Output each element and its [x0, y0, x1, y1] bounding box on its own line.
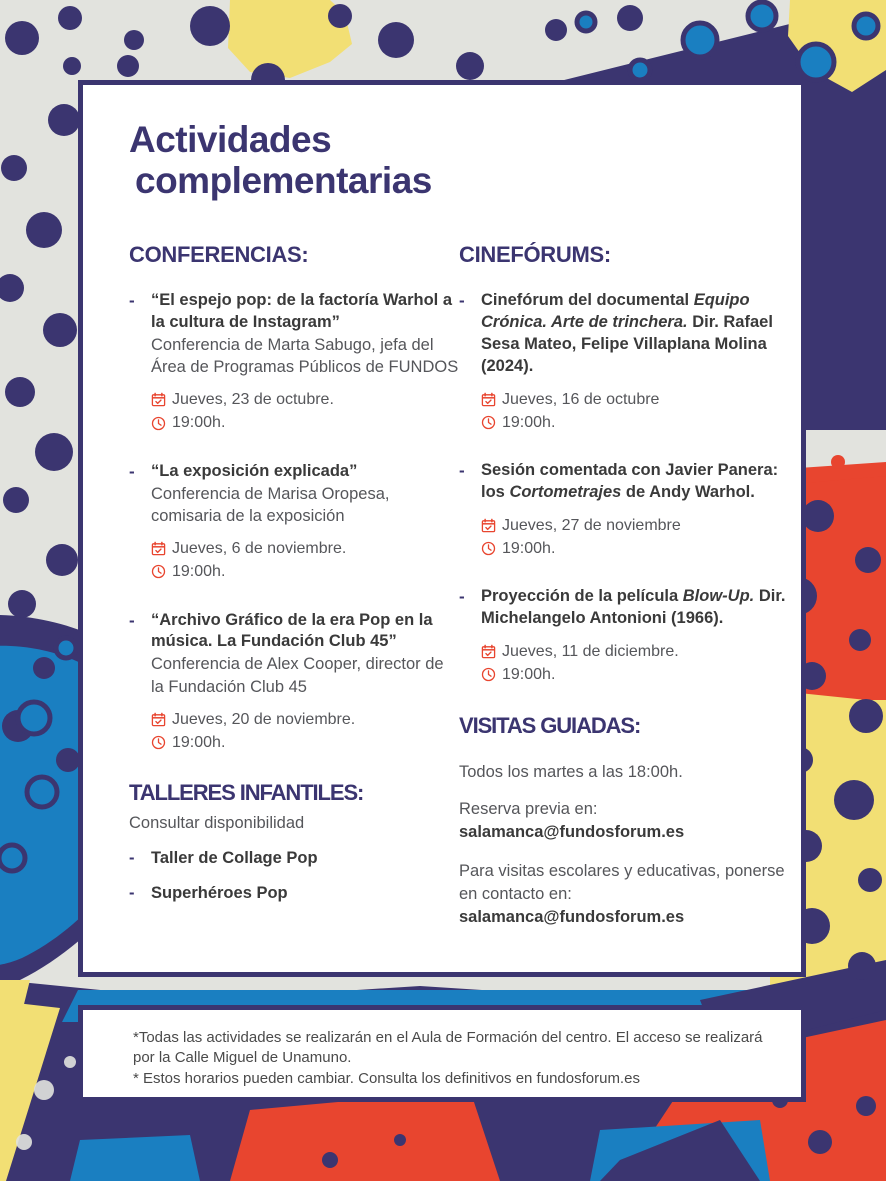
item-title-pre: Sesión comentada con Javier Panera: los [481, 461, 779, 501]
calendar-icon [481, 644, 496, 659]
calendar-icon [481, 392, 496, 407]
clock-icon [151, 564, 166, 579]
item-subtitle: Conferencia de Marta Sabugo, jefa del Área de Programas Públicos de FUNDOS [151, 335, 459, 377]
footnote-line-1: *Todas las actividades se realizarán en el Aula de Formación del centro. El acceso se realizará por la Calle Miguel de Unamuno. [133, 1029, 763, 1067]
clock-icon [151, 735, 166, 750]
time-text: 19:00h. [502, 540, 556, 558]
date-text: Jueves, 23 de octubre. [172, 391, 334, 409]
conferencias-list [129, 290, 459, 754]
calendar-icon [151, 541, 166, 556]
dash-bullet: - [459, 587, 465, 607]
item-title [481, 290, 789, 378]
dash-bullet: - [129, 610, 135, 630]
item-meta [151, 537, 459, 583]
two-column-layout [129, 241, 786, 945]
left-column [129, 242, 459, 945]
visitas-section [459, 713, 789, 930]
date-text: Jueves, 20 de noviembre. [172, 710, 356, 728]
date-text: Jueves, 11 de diciembre. [502, 643, 679, 661]
page-title-line1: Actividades [129, 119, 332, 160]
date-text: Jueves, 27 de noviembre [502, 516, 681, 534]
item-title [481, 460, 789, 504]
reserva-email[interactable]: salamanca@fundosforum.es [459, 822, 685, 841]
item-title-post: Dir. Rafael Sesa Mateo, Felipe Villaplana Molina (2024). [481, 312, 773, 375]
dash-bullet: - [459, 461, 465, 480]
date-row [151, 388, 459, 411]
time-text: 19:00h. [502, 413, 556, 431]
time-row [481, 537, 789, 560]
escolares-label: Para visitas escolares y educativas, ponerse en contacto en: [459, 861, 785, 903]
visitas-schedule: Todos los martes a las 18:00h. [459, 762, 683, 781]
list-item [129, 884, 459, 903]
clock-icon [151, 416, 166, 431]
list-item [129, 461, 459, 584]
item-title: “El espejo pop: de la factoría Warhol a la cultura de Instagram” [151, 290, 453, 331]
date-row [481, 388, 789, 411]
item-title-pre: Cinefórum del documental [481, 290, 694, 309]
item-title-emphasis: Equipo Crónica. Arte de trinchera. [481, 290, 750, 331]
item-subtitle: Conferencia de Marisa Oropesa, comisaria de la exposición [151, 484, 390, 525]
item-meta [481, 388, 789, 434]
item-meta [481, 640, 789, 686]
section-heading-talleres: TALLERES INFANTILES: [129, 780, 364, 806]
item-meta [481, 514, 789, 560]
item-title-post: Dir. Michelangelo Antonioni (1966). [481, 587, 786, 628]
list-item [459, 290, 789, 434]
item-title: “Archivo Gráfico de la era Pop en la música. La Fundación Club 45” [151, 610, 433, 651]
calendar-icon [481, 518, 496, 533]
dash-bullet: - [129, 849, 135, 868]
item-title [481, 586, 789, 630]
section-heading-visitas: VISITAS GUIADAS: [459, 712, 641, 738]
page-title [129, 119, 761, 202]
dash-bullet: - [129, 461, 135, 481]
talleres-list [129, 849, 459, 903]
list-item [129, 610, 459, 755]
main-content-card [78, 80, 806, 977]
dash-bullet: - [129, 884, 135, 903]
escolares-block [459, 860, 789, 929]
cineforums-list [459, 290, 789, 687]
taller-label: Superhéroes Pop [151, 884, 288, 903]
section-heading-conferencias: CONFERENCIAS: [129, 241, 309, 267]
clock-icon [481, 415, 496, 430]
item-title-pre: Proyección de la película [481, 587, 683, 606]
date-row [481, 640, 789, 663]
date-text: Jueves, 6 de noviembre. [172, 540, 347, 558]
date-text: Jueves, 16 de octubre [502, 390, 660, 408]
calendar-icon [151, 392, 166, 407]
date-row [151, 537, 459, 560]
clock-icon [481, 541, 496, 556]
dash-bullet: - [129, 290, 135, 310]
taller-label: Taller de Collage Pop [151, 849, 318, 868]
item-title-post: de Andy Warhol. [621, 482, 755, 501]
time-row [481, 411, 789, 434]
date-row [481, 514, 789, 537]
date-row [151, 708, 459, 731]
time-text: 19:00h. [172, 414, 226, 432]
time-row [151, 731, 459, 754]
item-meta [151, 388, 459, 434]
talleres-section [129, 780, 459, 903]
list-item [129, 290, 459, 435]
calendar-icon [151, 712, 166, 727]
time-row [151, 411, 459, 434]
item-meta [151, 708, 459, 754]
item-title: “La exposición explicada” [151, 461, 358, 480]
talleres-note: Consultar disponibilidad [129, 814, 305, 833]
time-text: 19:00h. [172, 734, 226, 752]
time-text: 19:00h. [172, 563, 226, 581]
time-text: 19:00h. [502, 666, 556, 684]
reserva-label: Reserva previa en: [459, 799, 598, 818]
page-title-line2: complementarias [135, 160, 432, 202]
time-row [481, 663, 789, 686]
escolares-email[interactable]: salamanca@fundosforum.es [459, 907, 685, 926]
footnote-box [78, 1005, 806, 1102]
footnote-line-2: * Estos horarios pueden cambiar. Consulta los definitivos en fundosforum.es [133, 1069, 640, 1087]
section-heading-cineforums: CINEFÓRUMS: [459, 241, 611, 267]
list-item [129, 849, 459, 868]
list-item [459, 460, 789, 560]
item-title-emphasis: Blow-Up. [682, 587, 755, 606]
time-row [151, 560, 459, 583]
right-column [459, 242, 789, 945]
list-item [459, 586, 789, 686]
dash-bullet: - [459, 290, 465, 310]
item-subtitle: Conferencia de Alex Cooper, director de la Fundación Club 45 [151, 655, 444, 696]
item-title-emphasis: Cortometrajes [509, 482, 622, 501]
reserva-block [459, 798, 789, 844]
clock-icon [481, 667, 496, 682]
